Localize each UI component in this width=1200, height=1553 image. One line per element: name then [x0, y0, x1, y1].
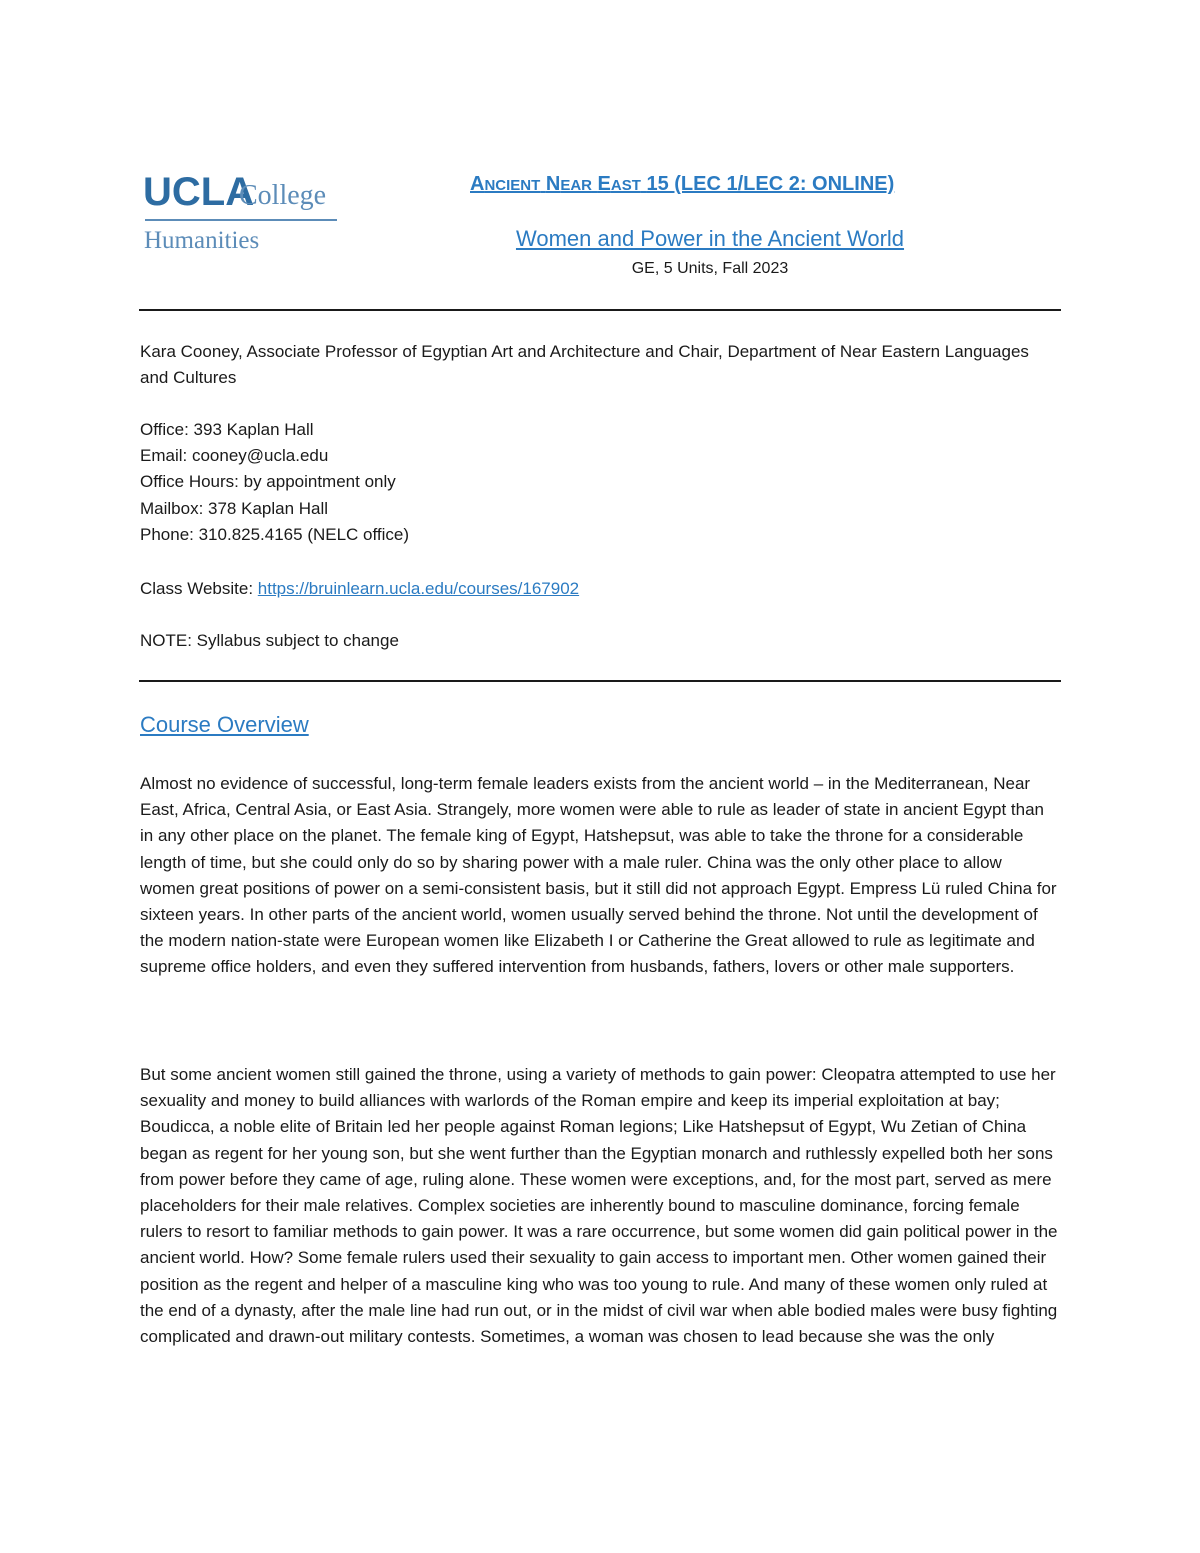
course-overview-heading: Course Overview [140, 712, 309, 737]
syllabus-note: NOTE: Syllabus subject to change [140, 631, 399, 650]
overview-paragraph-1: Almost no evidence of successful, long-term female leaders exists from the ancient world – in the Mediterranean, Near East, Africa, Central Asia, or East Asia. Strangely, more women were able to rule as leader of state in ancient Egypt than in any other place on the planet. The female king of Egypt, Hatshepsut, was able to take the throne for a considerable length of time, but she could only do so by sharing power with a male ruler. China was the only other place to allow women great positions of power on a semi-consistent basis, but it still did not approach Egypt. Empress Lü ruled China for sixteen years. In other parts of the ancient world, women usually served behind the throne. Not until the development of the modern nation-state were European women like Elizabeth I or Catherine the Great allowed to rule as legitimate and supreme office holders, and even they suffered intervention from husbands, fathers, lovers or other male supporters. [140, 774, 1057, 977]
ucla-college-humanities-logo [143, 170, 343, 260]
overview-paragraph-2: But some ancient women still gained the throne, using a variety of methods to gain power: Cleopatra attempted to use her sexuality and money to build alliances with warlords of the Roman empire and keep its imperial exploitation at bay; Boudicca, a noble elite of Britain led her people against Roman legions; Like Hatshepsut of Egypt, Wu Zetian of China began as regent for her young son, but she went further than the Egyptian monarch and ruthlessly expelled both her sons from power before they came of age, ruling alone. These women were exceptions, and, for the most part, served as mere placeholders for their male relatives. Complex societies are inherently bound to masculine dominance, forcing female rulers to resort to familiar methods to gain power. It was a rare occurrence, but some women did gain political power in the ancient world. How? Some female rulers used their sexuality to gain access to important men. Other women gained their position as the regent and helper of a masculine king who was too young to rule. And many of these women only ruled at the end of a dynasty, after the male line had run out, or in the midst of civil war when able bodied males were busy fighting complicated and drawn-out military contests. Sometimes, a woman was chosen to lead because she was the only [140, 1065, 1058, 1347]
header-divider [139, 309, 1061, 311]
logo-ucla-wordmark: UCLA [143, 170, 255, 214]
course-title: Women and Power in the Ancient World [515, 226, 905, 251]
instructor-line: Kara Cooney, Associate Professor of Egyptian Art and Architecture and Chair, Department of Near Eastern Languages and Cultures [140, 342, 1029, 388]
course-meta: GE, 5 Units, Fall 2023 [631, 260, 789, 277]
course-code: ANCIENT NEAR EAST 15 (LEC 1/LEC 2: ONLINE) [470, 173, 895, 195]
section-divider [139, 680, 1061, 682]
logo-divider [145, 219, 337, 221]
class-website-label: Class Website: [140, 579, 258, 598]
office-line: Office: 393 Kaplan Hall [140, 420, 314, 439]
contact-info [140, 417, 1060, 548]
logo-college-wordmark: College [239, 180, 327, 211]
class-website [140, 576, 1060, 602]
phone-line: Phone: 310.825.4165 (NELC office) [140, 524, 410, 544]
class-website-link[interactable]: https://bruinlearn.ucla.edu/courses/167902 [257, 579, 580, 598]
mailbox-line: Mailbox: 378 Kaplan Hall [140, 498, 329, 518]
email-line: Email: cooney@ucla.edu [140, 446, 329, 466]
office-hours-line: Office Hours: by appointment only [140, 472, 396, 492]
logo-humanities-wordmark: Humanities [144, 227, 260, 254]
